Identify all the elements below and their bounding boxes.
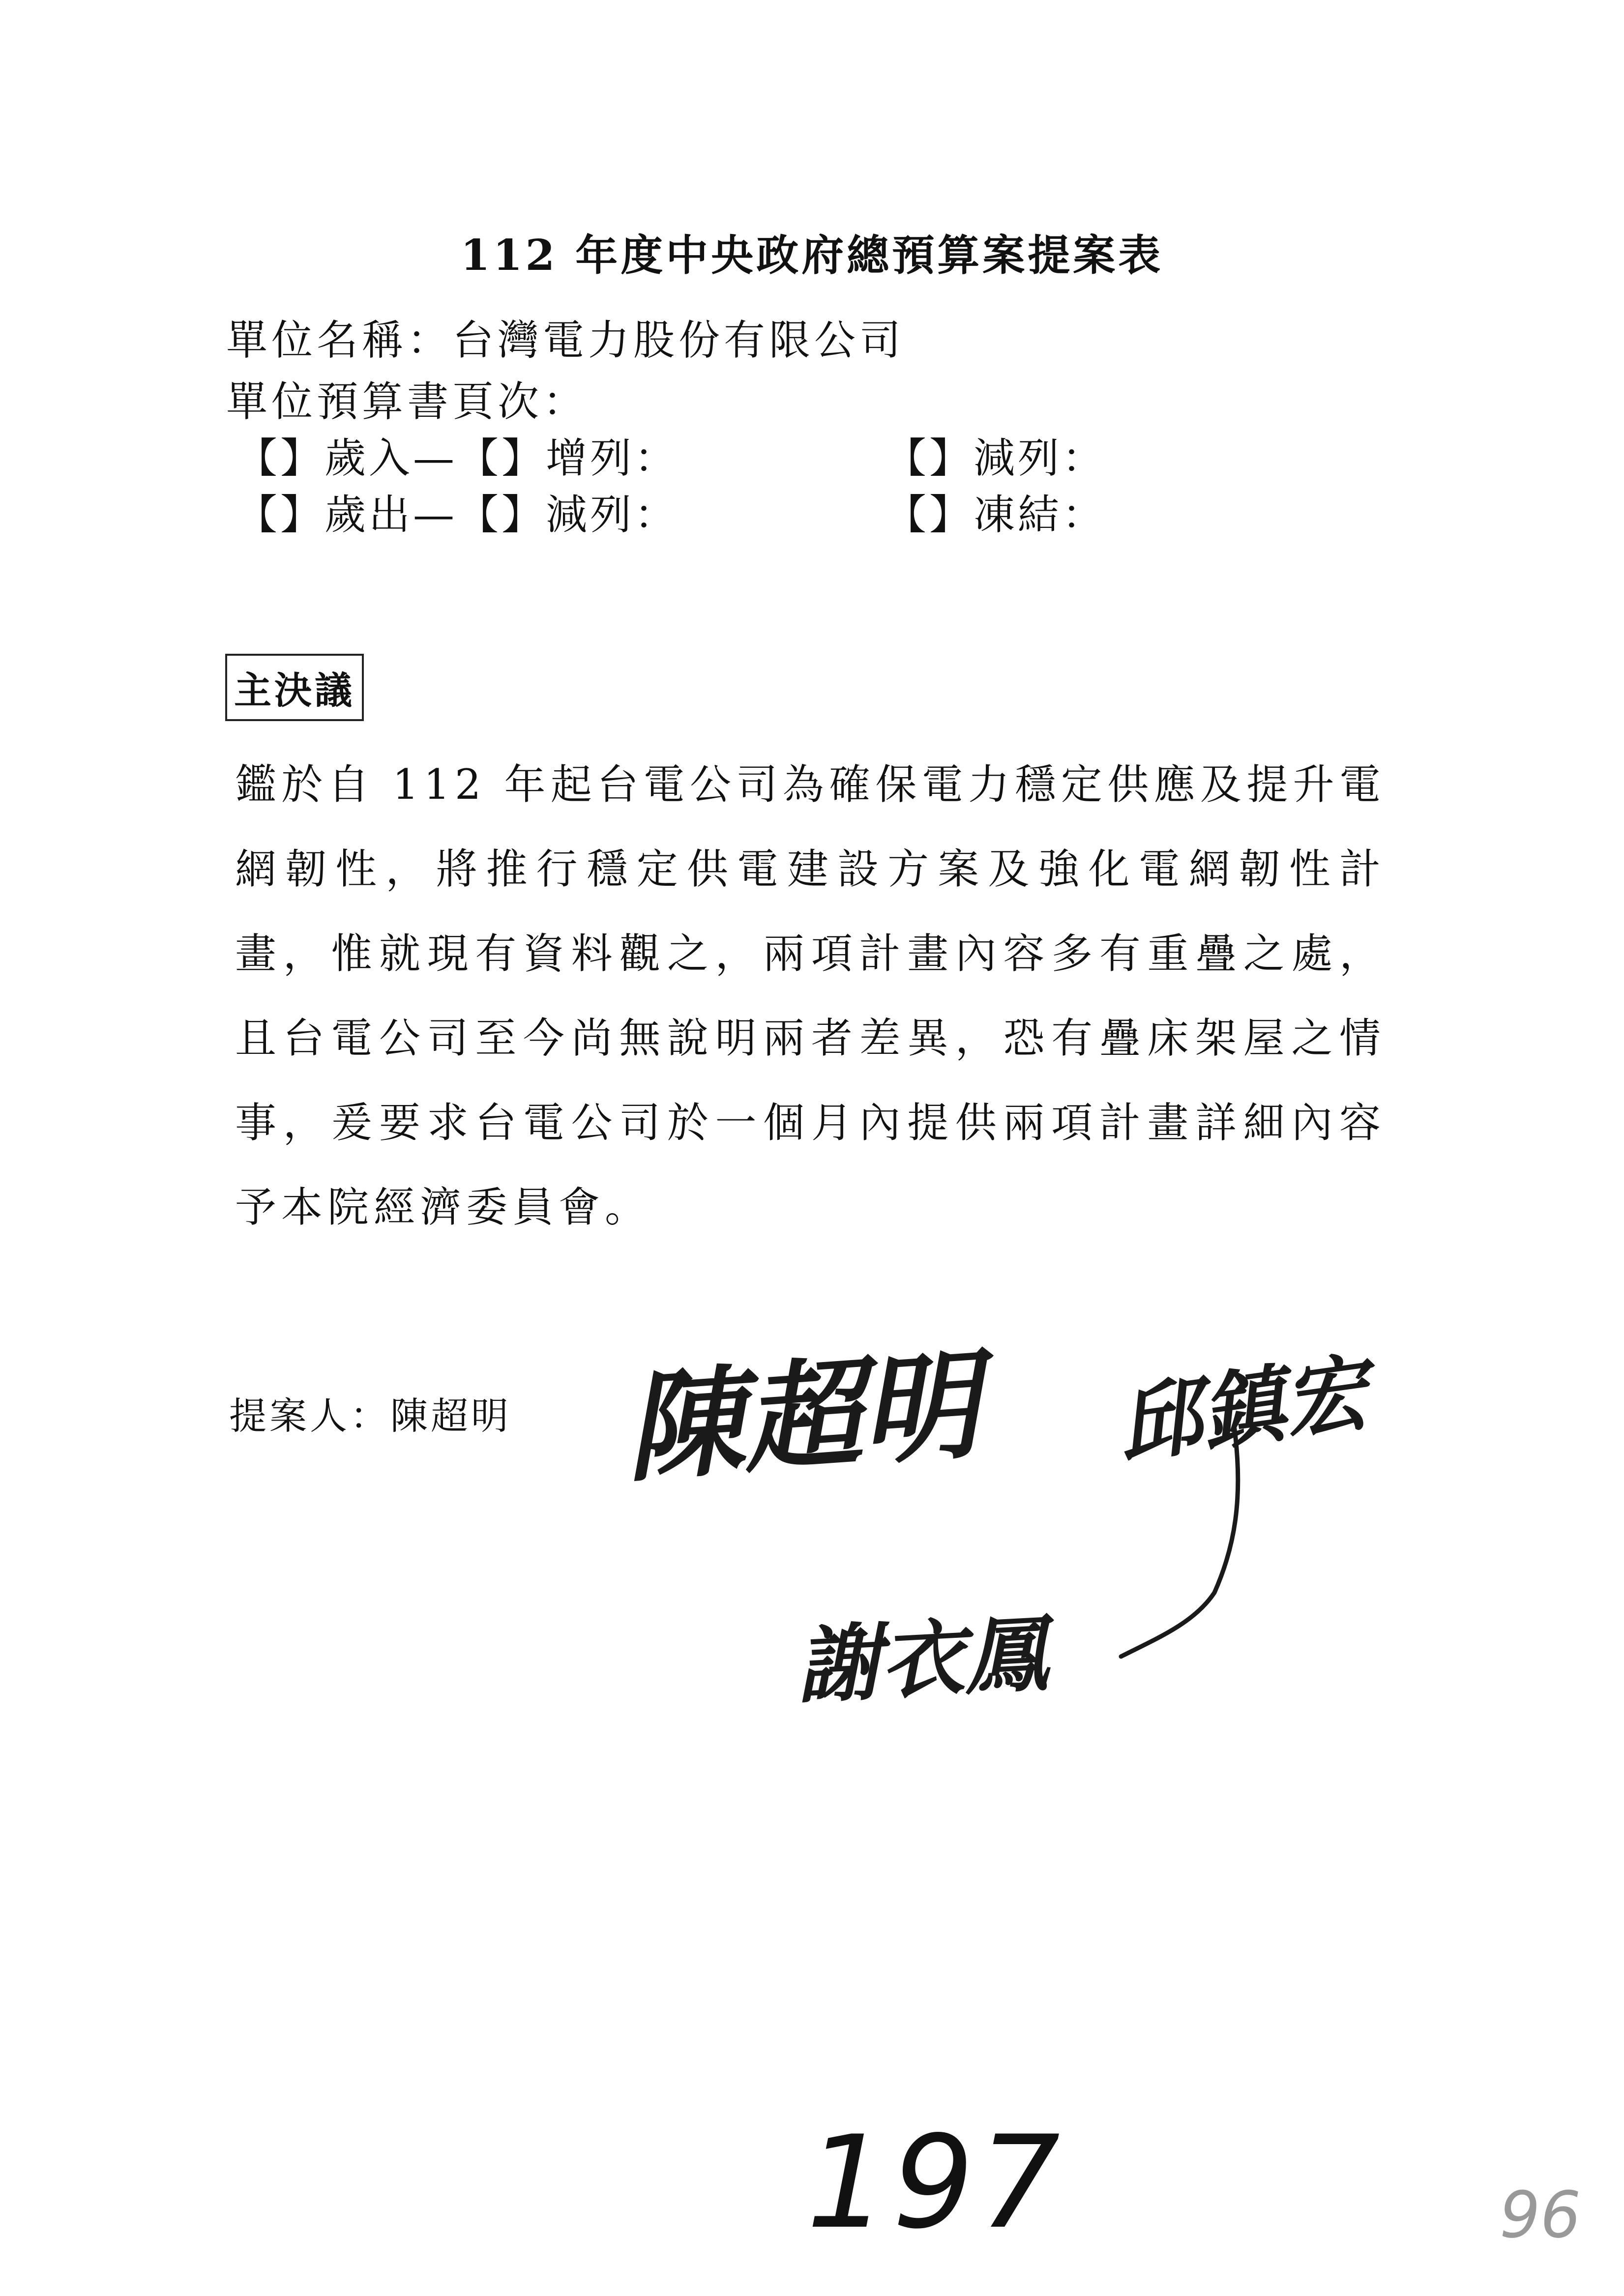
option-expenditure-decrease: 【】歲出—【】減列：	[236, 491, 679, 539]
option-revenue-increase: 【】歲入—【】增列：	[236, 434, 679, 482]
resolution-body: 鑑於自 112 年起台電公司為確保電力穩定供應及提升電網韌性，將推行穩定供電建設方案及強化電網韌性計畫，惟就現有資料觀之，兩項計畫內容多有重疊之處，且台電公司至今尚無說明兩者差異，恐有疊床架屋之情事，爰要求台電公司於一個月內提供兩項計畫詳細內容予本院經濟委員會。	[235, 760, 1386, 1231]
signature-2: 邱鎮宏	[1111, 1344, 1374, 1476]
corner-page-number: 96	[1500, 2178, 1581, 2252]
proposer-line: 提案人：陳超明	[229, 1394, 511, 1438]
unit-name-line: 單位名稱：台灣電力股份有限公司	[226, 316, 905, 364]
signature-3: 謝衣鳳	[794, 1605, 1050, 1716]
document-title: 112 年度中央政府總預算案提案表	[460, 231, 1164, 280]
main-resolution-label: 主決議	[225, 654, 364, 721]
budget-page-line: 單位預算書頁次：	[226, 378, 589, 426]
option-freeze: 【】凍結：	[885, 491, 1107, 539]
option-decrease: 【】減列：	[885, 434, 1107, 482]
handwritten-page-number: 197	[806, 2109, 1065, 2257]
signature-1: 陳超明	[620, 1336, 984, 1498]
